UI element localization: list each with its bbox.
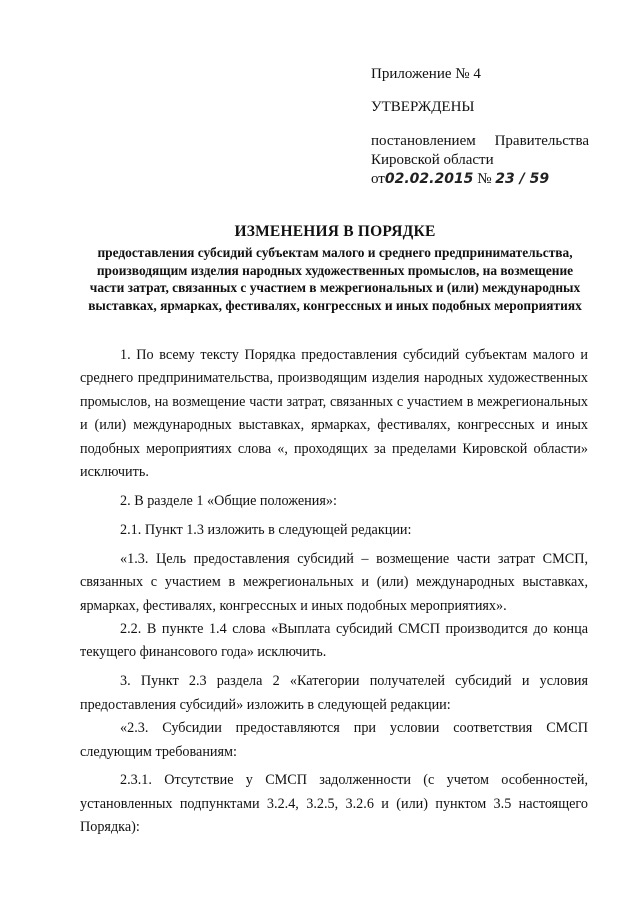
decree-number-handwritten: 23 / 59 — [495, 171, 550, 187]
decree-line-1 — [371, 132, 589, 151]
decree-word-1: постановлением — [371, 133, 476, 149]
document-body — [80, 344, 588, 845]
decree-reference — [371, 132, 589, 189]
paragraph: 3. Пункт 2.3 раздела 2 «Категории получателей субсидий и условия предоставления субсидий» изложить в следующей редакции: — [80, 673, 588, 713]
decree-date-line — [371, 170, 589, 189]
paragraph: 2.3.1. Отсутствие у СМСП задолженности (с учетом особенностей, установленных подпунктами 3.2.4, 3.2.5, 3.2.6 и (или) пунктом 3.5 настоящего Порядка): — [80, 772, 588, 836]
decree-date-handwritten: 02.02.2015 — [384, 171, 474, 187]
decree-region: Кировской области — [371, 152, 494, 168]
paragraph: 2. В разделе 1 «Общие положения»: — [120, 492, 337, 509]
paragraph: 1. По всему тексту Порядка предоставления субсидий субъектам малого и среднего предпринимательства, производящим изделия народных художественных промыслов, на возмещение части затрат, связанных с участием в межрегиональных и (или) международных выставках, ярмарках, фестивалях, конгрессных и иных подобных мероприятиях слова «, проходящих за пределами Кировской области» исключить. — [80, 347, 588, 481]
decree-number-sign: № — [477, 171, 492, 187]
decree-word-2: Правительства — [494, 133, 589, 149]
document-title — [80, 222, 590, 314]
title-subtitle: предоставления субсидий субъектам малого и среднего предпринимательства, производящим изделия народных художественных промыслов, на возмещение части затрат, связанных с участием в межрегиональных и (или) международных выставках, ярмарках, фестивалях, конгрессных и иных подобных мероприятиях — [88, 245, 582, 313]
appendix-label: Приложение № 4 — [371, 66, 481, 82]
decree-date-prefix: от — [371, 171, 385, 187]
paragraph: 2.2. В пункте 1.4 слова «Выплата субсидий СМСП производится до конца текущего финансового года» исключить. — [80, 620, 588, 661]
title-main: ИЗМЕНЕНИЯ В ПОРЯДКЕ — [234, 223, 436, 240]
paragraph: «2.3. Субсидии предоставляются при условии соответствия СМСП следующим требованиям: — [80, 720, 588, 760]
approved-label: УТВЕРЖДЕНЫ — [371, 99, 475, 115]
paragraph: 2.1. Пункт 1.3 изложить в следующей редакции: — [120, 521, 412, 538]
paragraph: «1.3. Цель предоставления субсидий – возмещение части затрат СМСП, связанных с участием в межрегиональных и (или) международных выставках, ярмарках, фестивалях, конгрессных и иных подобных мероприятиях». — [80, 550, 588, 614]
